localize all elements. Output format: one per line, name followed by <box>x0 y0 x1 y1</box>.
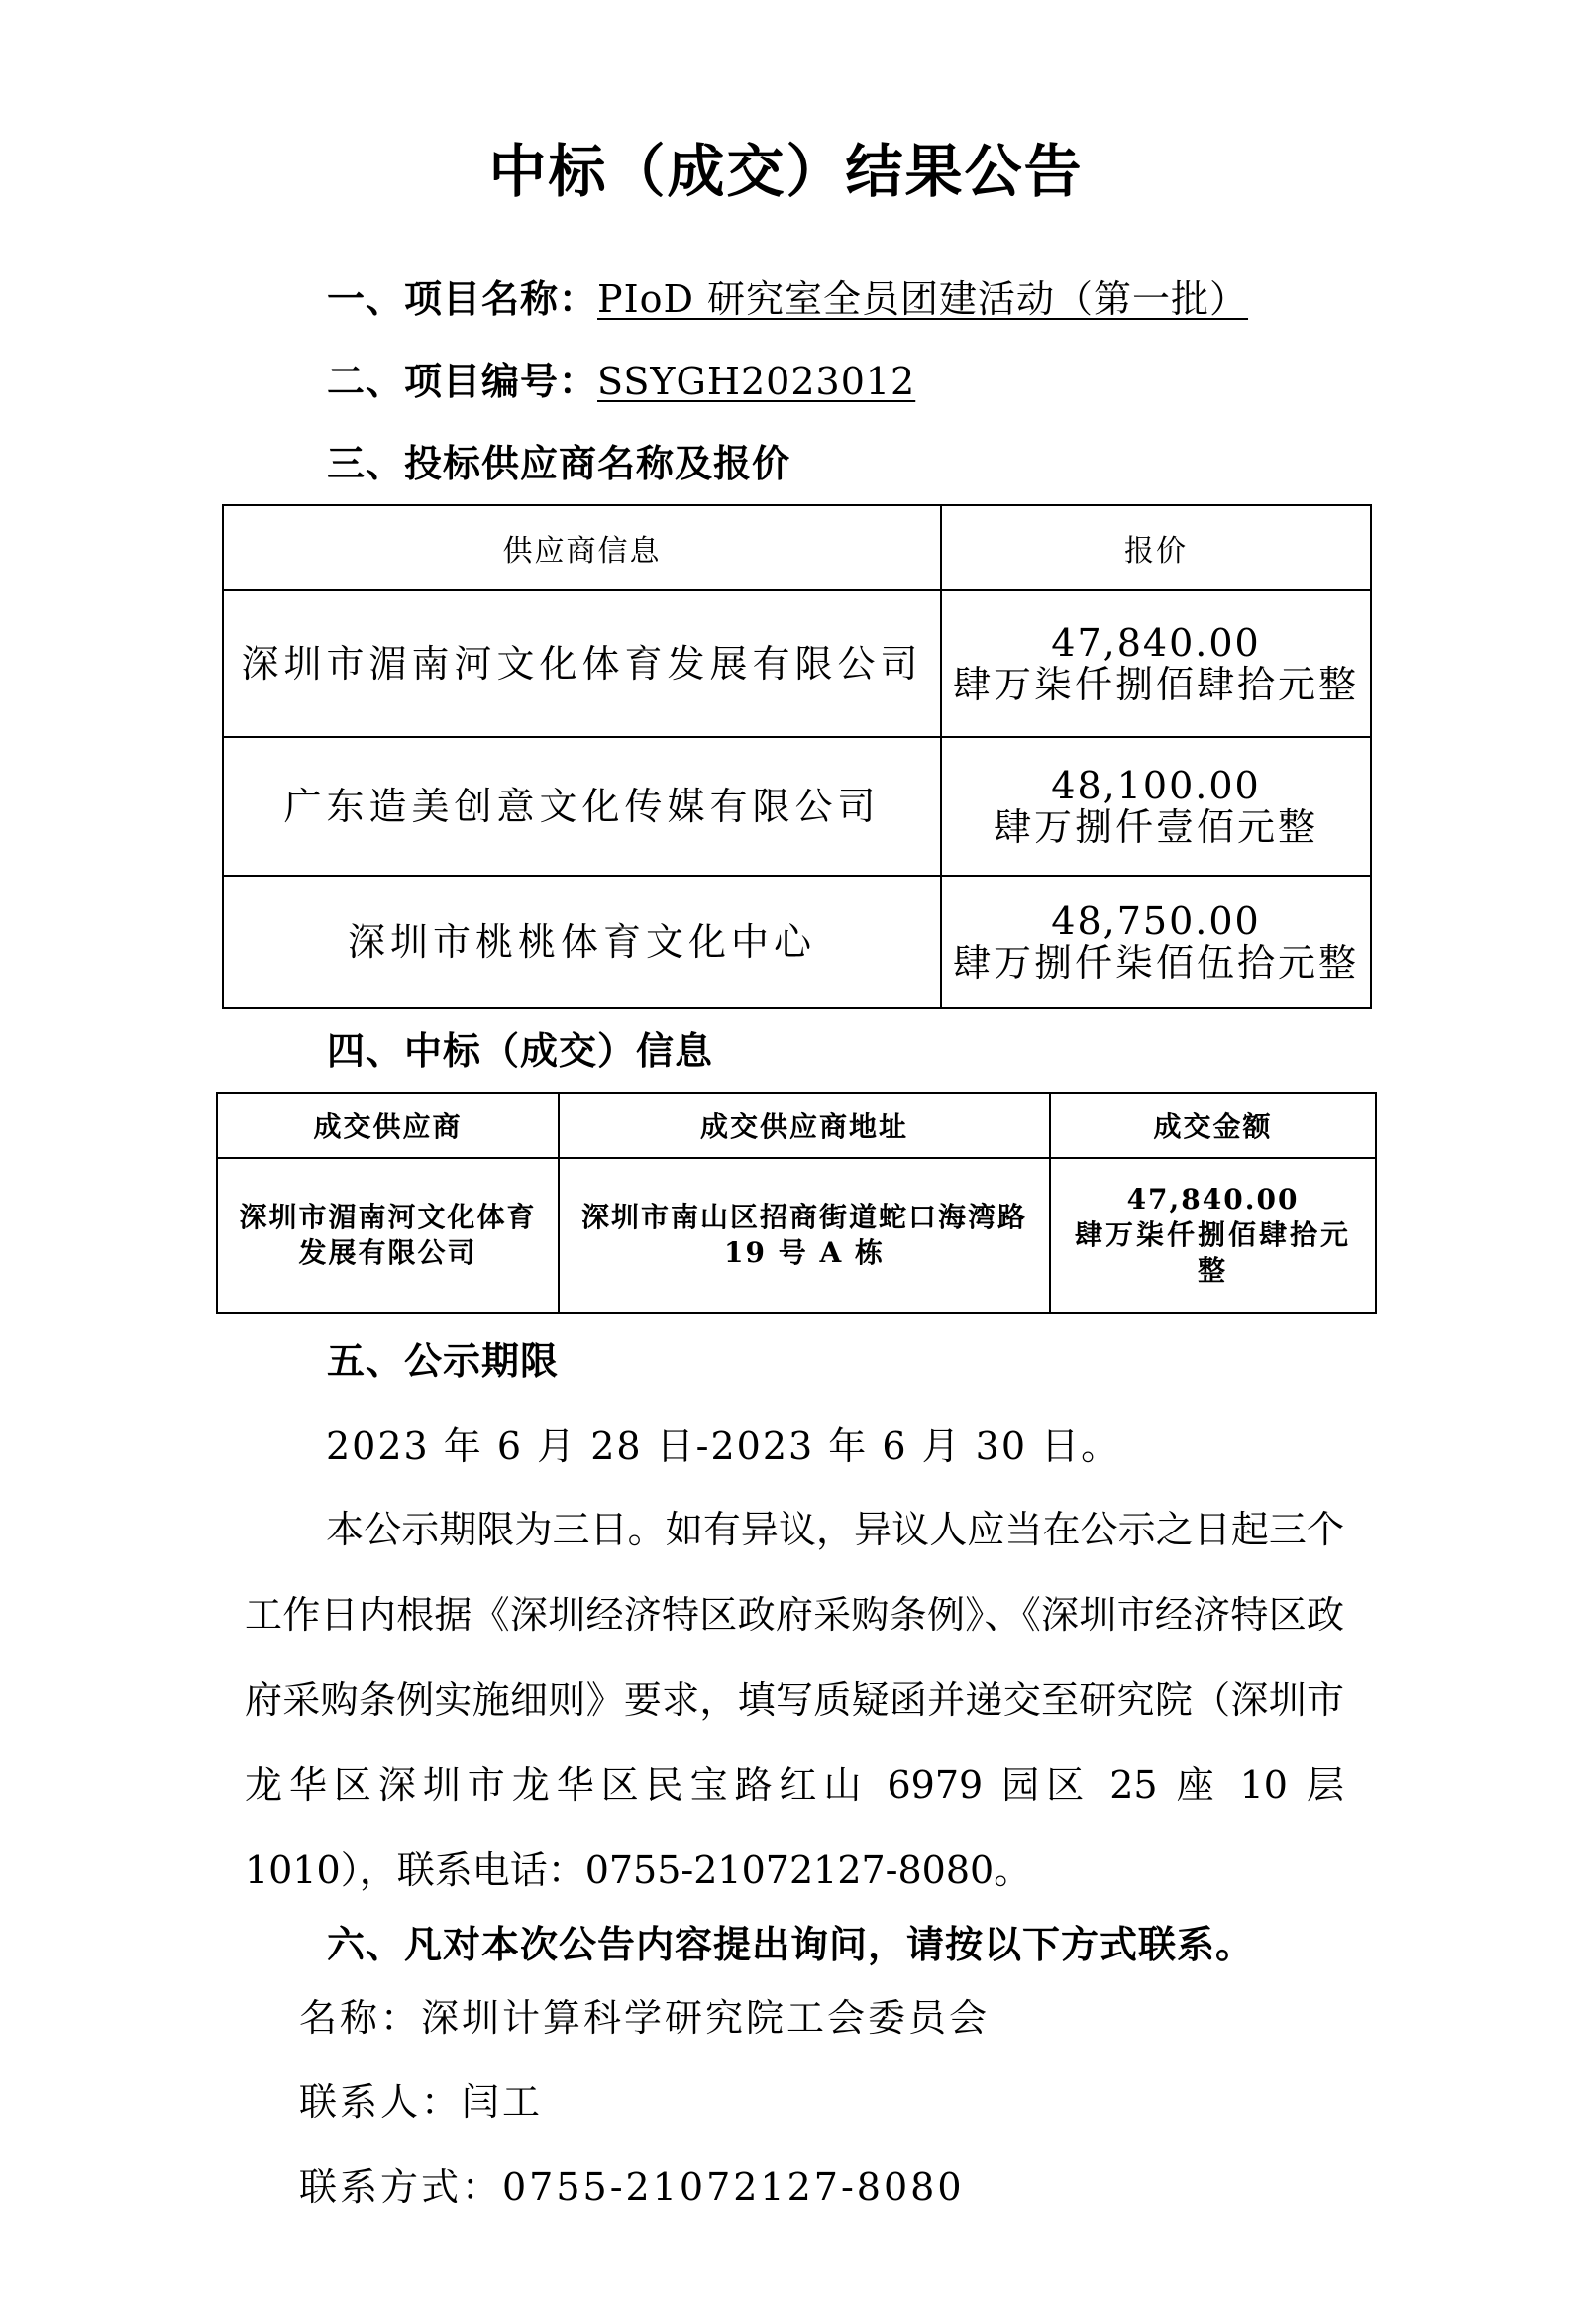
winning-supplier-address: 深圳市南山区招商街道蛇口海湾路 19 号 A 栋 <box>559 1158 1050 1313</box>
project-name-value: PIoD 研究室全员团建活动（第一批） <box>597 277 1249 321</box>
bid-price-cell <box>941 876 1371 1008</box>
bid-amount: 48,750.00 <box>1051 899 1261 943</box>
table-row <box>223 590 1371 737</box>
winning-amount: 47,840.00 <box>1126 1183 1300 1215</box>
award-heading: 四、中标（成交）信息 <box>327 1029 714 1073</box>
table-row <box>223 737 1371 876</box>
bid-amount-chinese: 肆万捌仟壹佰元整 <box>993 805 1318 849</box>
bidders-table <box>222 504 1372 1009</box>
column-header: 报价 <box>941 505 1371 590</box>
column-header: 供应商信息 <box>223 505 941 590</box>
contact-heading: 六、凡对本次公告内容提出询问，请按以下方式联系。 <box>327 1923 1255 1966</box>
column-header: 成交金额 <box>1050 1093 1376 1158</box>
table-header-row <box>223 505 1371 590</box>
bid-price-cell <box>941 737 1371 876</box>
supplier-name: 深圳市桃桃体育文化中心 <box>223 876 941 1008</box>
project-name-line <box>327 275 1248 323</box>
bidders-heading: 三、投标供应商名称及报价 <box>327 442 791 485</box>
project-number-value: SSYGH2023012 <box>597 360 916 403</box>
column-header: 成交供应商地址 <box>559 1093 1050 1158</box>
project-number-label: 二、项目编号： <box>327 360 598 403</box>
objection-text: 本公示期限为三日。如有异议，异议人应当在公示之日起三个工作日内根据《深圳经济特区政府采购条例》、《深圳市经济特区政府采购条例实施细则》要求，填写质疑函并递交至研究院（深圳市龙华区深圳市龙华区民宝路红山 6979 园区 25 座 10 层 1010），联系电话：0755-21072127-8080。 <box>245 1508 1344 1892</box>
bid-amount: 48,100.00 <box>1051 764 1261 807</box>
project-name-label: 一、项目名称： <box>327 277 598 321</box>
bid-amount-chinese: 肆万柒仟捌佰肆拾元整 <box>952 663 1359 706</box>
column-header: 成交供应商 <box>217 1093 559 1158</box>
winning-supplier: 深圳市湄南河文化体育发展有限公司 <box>217 1158 559 1313</box>
supplier-name: 深圳市湄南河文化体育发展有限公司 <box>223 590 941 737</box>
table-header-row <box>217 1093 1376 1158</box>
publicity-period: 2023 年 6 月 28 日-2023 年 6 月 30 日。 <box>326 1425 1121 1468</box>
table-row <box>223 876 1371 1008</box>
winning-amount-cell <box>1050 1158 1376 1313</box>
bid-price-cell <box>941 590 1371 737</box>
contact-person: 联系人：闫工 <box>299 2080 544 2124</box>
objection-paragraph <box>245 1487 1344 1913</box>
winning-amount-chinese: 肆万柒仟捌佰肆拾元整 <box>1074 1218 1351 1287</box>
bid-amount: 47,840.00 <box>1051 621 1261 665</box>
supplier-name: 广东造美创意文化传媒有限公司 <box>223 737 941 876</box>
award-table <box>216 1092 1377 1314</box>
page-title: 中标（成交）结果公告 <box>488 138 1084 205</box>
publicity-heading: 五、公示期限 <box>327 1339 560 1383</box>
bid-amount-chinese: 肆万捌仟柒佰伍拾元整 <box>952 941 1359 985</box>
table-row <box>217 1158 1376 1313</box>
project-number-line <box>327 358 915 405</box>
contact-phone: 联系方式：0755-21072127-8080 <box>299 2166 965 2209</box>
contact-name: 名称：深圳计算科学研究院工会委员会 <box>299 1996 991 2040</box>
